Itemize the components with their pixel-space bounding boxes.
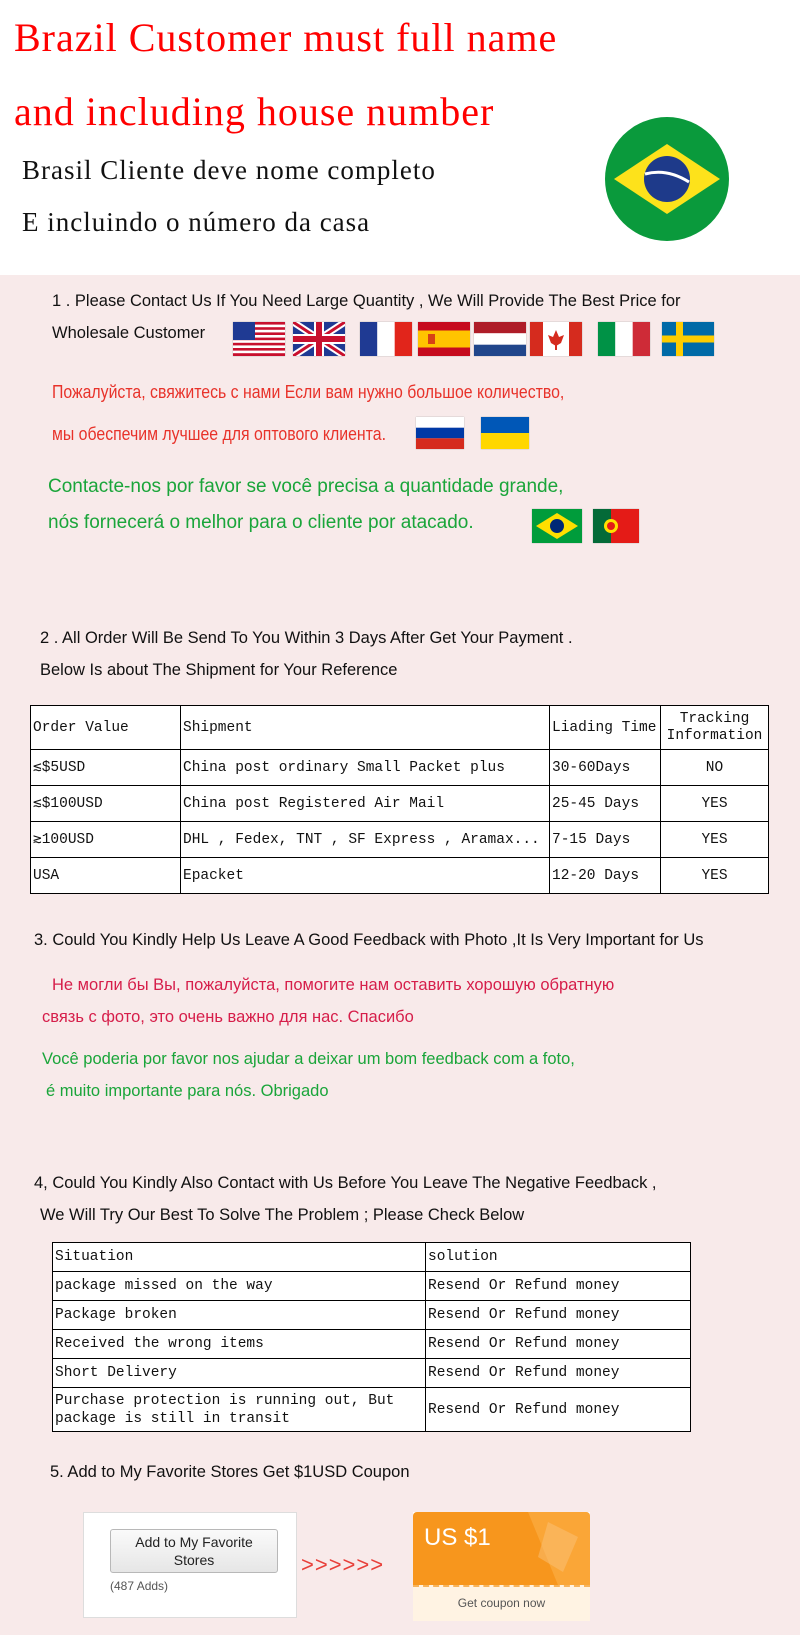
section1-line-2: Wholesale Customer bbox=[52, 324, 206, 342]
brazil-flag-icon bbox=[532, 509, 582, 543]
table-row bbox=[53, 1272, 691, 1301]
situation-cell: Purchase protection is running out, But package is still in transit bbox=[53, 1388, 426, 1432]
arrows-indicator: >>>>>> bbox=[301, 1552, 385, 1577]
favorite-adds-count: (487 Adds) bbox=[110, 1579, 169, 1593]
shipment-cell: China post ordinary Small Packet plus bbox=[181, 750, 550, 786]
solution-cell: Resend Or Refund money bbox=[426, 1330, 691, 1359]
russia-flag-icon bbox=[416, 417, 464, 449]
sweden-flag-icon bbox=[662, 322, 714, 356]
shipment-header-tracking: Tracking Information bbox=[661, 706, 769, 750]
time-cell: 25-45 Days bbox=[550, 786, 661, 822]
solution-cell: Resend Or Refund money bbox=[426, 1272, 691, 1301]
header-line-2: and including house number bbox=[14, 89, 495, 134]
section1-pt-line-2: nós fornecerá o melhor para o cliente por atacado. bbox=[48, 512, 474, 533]
feedback-solution-table bbox=[52, 1242, 691, 1432]
get-coupon-button[interactable]: Get coupon now bbox=[457, 1596, 546, 1610]
shipment-header-order-value: Order Value bbox=[31, 706, 181, 750]
situation-cell: Package broken bbox=[53, 1301, 426, 1330]
section3-pt-line-1: Você poderia por favor nos ajudar a deixar um bom feedback com a foto, bbox=[42, 1050, 575, 1068]
section3-line-1: 3. Could You Kindly Help Us Leave A Good Feedback with Photo ,It Is Very Important for Us bbox=[34, 931, 704, 949]
add-to-favorite-stores-button[interactable] bbox=[110, 1529, 278, 1573]
table-row bbox=[53, 1301, 691, 1330]
section5-line-1: 5. Add to My Favorite Stores Get $1USD Coupon bbox=[50, 1463, 410, 1481]
tracking-cell: YES bbox=[661, 822, 769, 858]
favorite-store-widget bbox=[83, 1512, 297, 1618]
section1-ru-line-1: Пожалуйста, свяжитесь с нами Если вам нужно большое количество, bbox=[52, 382, 565, 402]
table-row bbox=[31, 786, 769, 822]
italy-flag-icon bbox=[598, 322, 650, 356]
header-line-1: Brazil Customer must full name bbox=[14, 15, 558, 60]
france-flag-icon bbox=[360, 322, 412, 356]
order-value-cell: ≳100USD bbox=[31, 822, 181, 858]
table-row bbox=[53, 1359, 691, 1388]
usa-flag-icon bbox=[233, 322, 285, 356]
uk-flag-icon bbox=[293, 322, 345, 356]
order-value-cell: USA bbox=[31, 858, 181, 894]
ukraine-flag-icon bbox=[481, 417, 529, 449]
table-row bbox=[31, 750, 769, 786]
time-cell: 12-20 Days bbox=[550, 858, 661, 894]
section4-line-1: 4, Could You Kindly Also Contact with Us Before You Leave The Negative Feedback , bbox=[34, 1174, 657, 1192]
order-value-cell: ≲$100USD bbox=[31, 786, 181, 822]
section2-line-2: Below Is about The Shipment for Your Reference bbox=[40, 661, 398, 679]
brazil-notice-header bbox=[0, 0, 800, 275]
shipment-header-time: Liading Time bbox=[550, 706, 661, 750]
netherlands-flag-icon bbox=[474, 322, 526, 356]
coupon-top bbox=[413, 1512, 590, 1585]
section3-pt-line-2: é muito importante para nós. Obrigado bbox=[46, 1082, 329, 1100]
situation-cell: package missed on the way bbox=[53, 1272, 426, 1301]
shipment-header-shipment: Shipment bbox=[181, 706, 550, 750]
section3-ru-line-1: Не могли бы Вы, пожалуйста, помогите нам оставить хорошую обратную bbox=[52, 976, 615, 994]
section1-ru-line-2: мы обеспечим лучшее для оптового клиента. bbox=[52, 424, 386, 444]
header-line-3: Brasil Cliente deve nome completo bbox=[22, 155, 436, 185]
tracking-cell: YES bbox=[661, 786, 769, 822]
feedback-table-header bbox=[53, 1243, 691, 1272]
coupon-decoration-icon bbox=[508, 1512, 590, 1585]
section2-line-1: 2 . All Order Will Be Send To You Within 3 Days After Get Your Payment . bbox=[40, 629, 573, 647]
feedback-header-situation: Situation bbox=[53, 1243, 426, 1272]
solution-cell: Resend Or Refund money bbox=[426, 1388, 691, 1432]
shipment-table bbox=[30, 705, 769, 894]
header-line-4: E incluindo o número da casa bbox=[22, 207, 371, 237]
order-value-cell: ≲$5USD bbox=[31, 750, 181, 786]
table-row bbox=[53, 1330, 691, 1359]
solution-cell: Resend Or Refund money bbox=[426, 1359, 691, 1388]
brazil-round-flag-icon bbox=[604, 116, 730, 242]
coupon-amount: US $1 bbox=[424, 1524, 491, 1551]
tracking-cell: NO bbox=[661, 750, 769, 786]
situation-cell: Received the wrong items bbox=[53, 1330, 426, 1359]
coupon-card[interactable] bbox=[413, 1512, 590, 1619]
shipment-cell: DHL , Fedex, TNT , SF Express , Aramax... bbox=[181, 822, 550, 858]
solution-cell: Resend Or Refund money bbox=[426, 1301, 691, 1330]
table-row bbox=[31, 858, 769, 894]
shipment-table-header bbox=[31, 706, 769, 750]
feedback-header-solution: solution bbox=[426, 1243, 691, 1272]
table-row bbox=[31, 822, 769, 858]
shipment-cell: Epacket bbox=[181, 858, 550, 894]
time-cell: 7-15 Days bbox=[550, 822, 661, 858]
section4-line-2: We Will Try Our Best To Solve The Problem ; Please Check Below bbox=[40, 1206, 525, 1224]
tracking-cell: YES bbox=[661, 858, 769, 894]
section1-line-1: 1 . Please Contact Us If You Need Large Quantity , We Will Provide The Best Price for bbox=[52, 292, 681, 310]
shipment-cell: China post Registered Air Mail bbox=[181, 786, 550, 822]
add-to-favorite-label: Add to My Favorite Stores bbox=[135, 1534, 253, 1568]
time-cell: 30-60Days bbox=[550, 750, 661, 786]
canada-flag-icon bbox=[530, 322, 582, 356]
situation-cell: Short Delivery bbox=[53, 1359, 426, 1388]
portugal-flag-icon bbox=[593, 509, 639, 543]
section3-ru-line-2: связь с фото, это очень важно для нас. Спасибо bbox=[42, 1008, 414, 1026]
table-row bbox=[53, 1388, 691, 1432]
spain-flag-icon bbox=[418, 322, 470, 356]
section1-pt-line-1: Contacte-nos por favor se você precisa a quantidade grande, bbox=[48, 476, 564, 497]
